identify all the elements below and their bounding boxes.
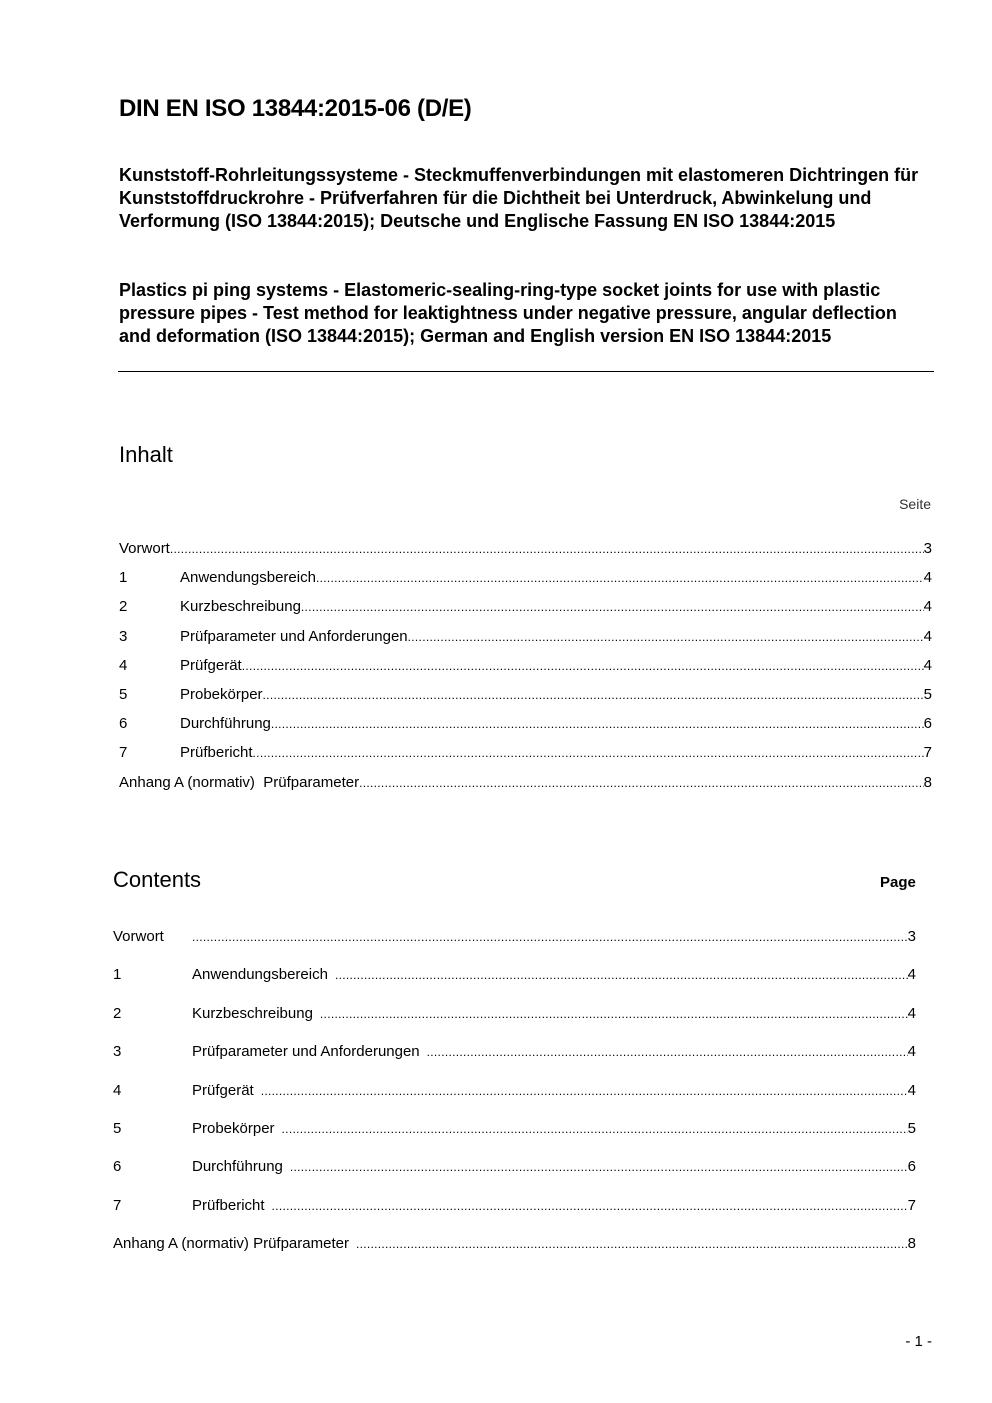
toc-entry-5[interactable] — [119, 686, 932, 715]
toc-entry-page: 4 — [907, 1081, 916, 1099]
toc-entry-page: 5 — [923, 685, 932, 703]
toc-leader-dots — [282, 1122, 908, 1136]
toc-leader-dots — [359, 776, 924, 790]
toc-entry-1[interactable] — [113, 966, 916, 1004]
toc-entry-label: Prüfparameter und Anforderungen — [180, 627, 408, 645]
toc-entry-number: 2 — [113, 1004, 122, 1022]
toc-entry-page: 4 — [907, 1043, 916, 1061]
toc-entry-page: 4 — [923, 598, 932, 616]
toc-entry-label: Vorwort — [113, 928, 164, 945]
toc-entry-label: Prüfbericht — [180, 744, 253, 762]
toc-entry-page: 6 — [907, 1158, 916, 1176]
toc-leader-dots — [301, 600, 924, 614]
toc-entry-label: Kurzbeschreibung — [180, 598, 301, 616]
toc-heading-inhalt: Inhalt — [119, 442, 173, 467]
title-english: Plastics pi ping systems - Elastomeric-sealing-ring-type socket joints for use with plastic pressure pipes - Test method for leaktightness under negative pressure, angular deflection and deformation (ISO 13844:2015); German and English version EN ISO 13844:2015 — [119, 280, 897, 346]
toc-entry-label: Prüfbericht — [192, 1196, 265, 1214]
toc-entry-number: 7 — [113, 1196, 122, 1214]
toc-entry-label: Probekörper — [192, 1119, 275, 1137]
toc-entry-2[interactable] — [113, 1005, 916, 1043]
toc-entry-number: 1 — [119, 569, 128, 587]
toc-leader-dots — [316, 571, 924, 585]
toc-entry-anhang-a[interactable] — [113, 1235, 916, 1273]
toc-entry-page: 4 — [907, 966, 916, 984]
toc-heading-contents: Contents — [113, 867, 202, 892]
toc-entry-3[interactable] — [119, 628, 932, 657]
toc-entry-7[interactable] — [119, 744, 932, 773]
toc-leader-dots — [408, 630, 924, 644]
toc-entry-6[interactable] — [119, 715, 932, 744]
toc-leader-dots — [170, 542, 924, 556]
toc-entry-number: 6 — [113, 1158, 122, 1176]
toc-entry-number: 2 — [119, 598, 128, 616]
title-divider — [118, 371, 934, 372]
toc-entry-vorwort[interactable] — [119, 540, 932, 569]
toc-english — [113, 928, 916, 1274]
toc-entry-label: Durchführung — [180, 715, 271, 733]
toc-entry-1[interactable] — [119, 569, 932, 598]
toc-entry-label: Anhang A (normativ) Prüfparameter — [119, 773, 360, 791]
toc-entry-label: Anwendungsbereich — [192, 966, 328, 984]
toc-leader-dots — [320, 1007, 908, 1021]
toc-entry-page: 4 — [923, 569, 932, 587]
toc-entry-number: 1 — [113, 966, 122, 984]
toc-page-label-page: Page — [880, 874, 916, 891]
toc-entry-3[interactable] — [113, 1043, 916, 1081]
toc-entry-page: 7 — [907, 1196, 916, 1214]
toc-entry-number: 3 — [113, 1043, 122, 1061]
toc-entry-label: Anwendungsbereich — [180, 569, 316, 587]
toc-entry-page: 7 — [923, 744, 932, 762]
toc-entry-4[interactable] — [119, 657, 932, 686]
toc-leader-dots — [271, 717, 924, 731]
toc-entry-label: Prüfgerät — [180, 656, 242, 674]
toc-entry-page: 4 — [907, 1004, 916, 1022]
toc-entry-2[interactable] — [119, 598, 932, 627]
toc-leader-dots — [272, 1199, 908, 1213]
toc-entry-5[interactable] — [113, 1120, 916, 1158]
toc-entry-page: 4 — [923, 656, 932, 674]
toc-entry-number: 4 — [119, 656, 128, 674]
toc-entry-number: 5 — [113, 1119, 122, 1137]
toc-leader-dots — [261, 1084, 908, 1098]
toc-entry-label: Prüfparameter und Anforderungen — [192, 1043, 420, 1061]
toc-entry-page: 4 — [923, 627, 932, 645]
toc-entry-anhang-a[interactable] — [119, 774, 932, 803]
toc-entry-page: 5 — [907, 1119, 916, 1137]
toc-page-label-seite: Seite — [899, 496, 931, 512]
toc-entry-page: 8 — [907, 1235, 916, 1253]
toc-entry-6[interactable] — [113, 1158, 916, 1196]
toc-leader-dots — [427, 1045, 908, 1059]
toc-leader-dots — [290, 1160, 908, 1174]
toc-entry-page: 3 — [923, 540, 932, 557]
toc-entry-label: Prüfgerät — [192, 1081, 254, 1099]
page-number: - 1 - — [905, 1333, 932, 1350]
toc-german — [119, 540, 932, 803]
toc-leader-dots — [242, 659, 924, 673]
toc-entry-vorwort[interactable] — [113, 928, 916, 966]
toc-entry-label: Vorwort — [119, 540, 170, 557]
toc-entry-number: 3 — [119, 627, 128, 645]
toc-entry-number: 4 — [113, 1081, 122, 1099]
toc-entry-number: 7 — [119, 744, 128, 762]
toc-leader-dots — [335, 968, 908, 982]
document-id: DIN EN ISO 13844:2015-06 (D/E) — [119, 95, 472, 122]
toc-entry-page: 3 — [907, 928, 916, 945]
toc-leader-dots — [356, 1237, 908, 1251]
toc-entry-number: 5 — [119, 685, 128, 703]
toc-leader-dots — [192, 930, 908, 944]
toc-entry-7[interactable] — [113, 1197, 916, 1235]
toc-entry-label: Durchführung — [192, 1158, 283, 1176]
toc-leader-dots — [263, 688, 924, 702]
toc-entry-label: Kurzbeschreibung — [192, 1004, 313, 1022]
toc-leader-dots — [253, 746, 924, 760]
toc-entry-page: 6 — [923, 715, 932, 733]
toc-entry-label: Anhang A (normativ) Prüfparameter — [113, 1235, 349, 1253]
toc-entry-4[interactable] — [113, 1082, 916, 1120]
title-german: Kunststoff-Rohrleitungssysteme - Steckmuffenverbindungen mit elastomeren Dichtringen für Kunststoffdruckrohre - Prüfverfahren für die Dichtheit bei Unterdruck, Abwinkelung und Verformung (ISO 13844:2015); Deutsche und Englische Fassung EN ISO 13844:2015 — [119, 165, 919, 231]
toc-entry-label: Probekörper — [180, 685, 263, 703]
toc-entry-number: 6 — [119, 715, 128, 733]
toc-entry-page: 8 — [923, 773, 932, 791]
